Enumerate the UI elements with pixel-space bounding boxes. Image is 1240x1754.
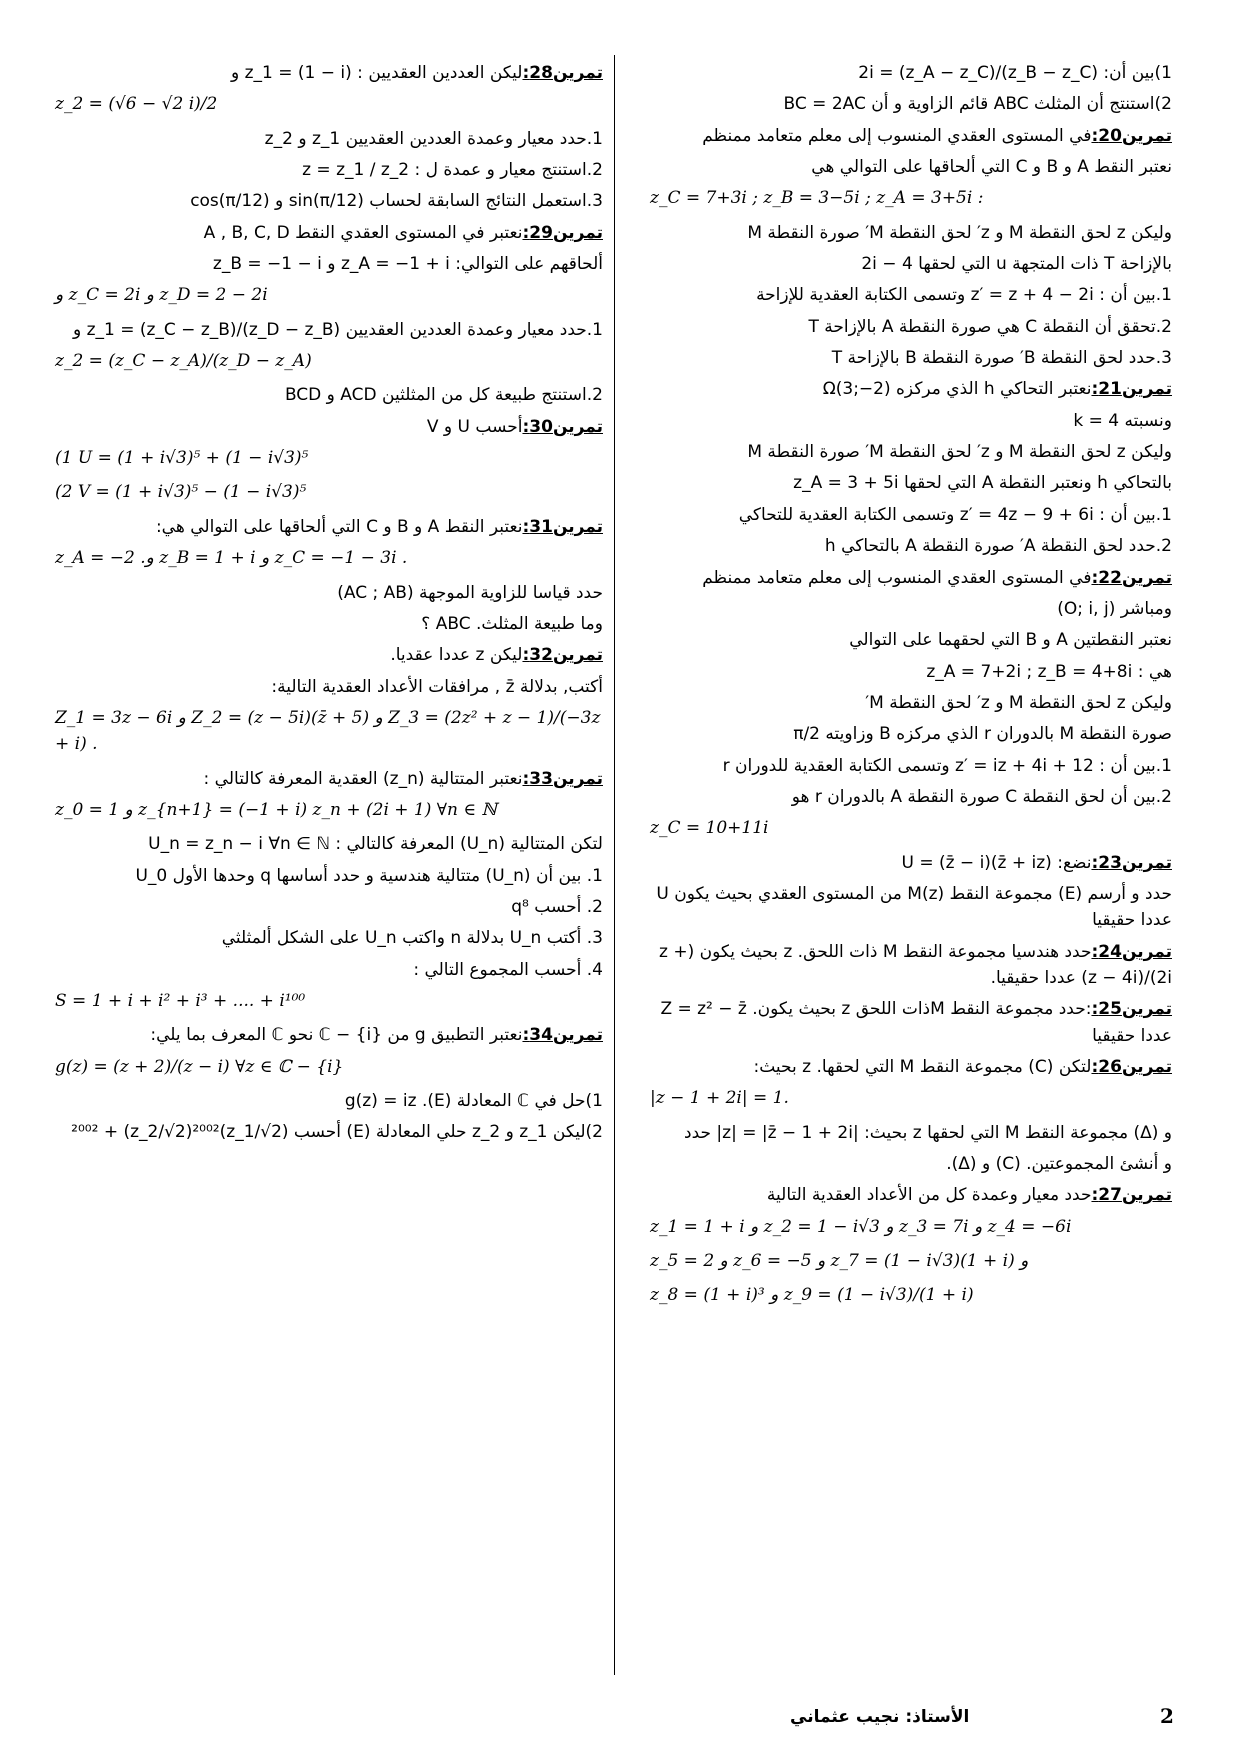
page-number: 2 [1160,1704,1174,1728]
equation-line: z_0 = 1 و z_{n+1} = (−1 + i) z_n + (2i + 1) ∀n ∈ ℕ [55,799,497,820]
text-line: وليكن z لحق النقطة M و z′ لحق النقطة M′ [865,692,1172,713]
text-line: وليكن z لحق النقطة M و z′ لحق النقطة M′ صورة النقطة M [747,222,1172,243]
text-line: 1)حل في ℂ المعادلة g(z) = iz .(E) [344,1091,603,1111]
exercise-title: تمرين30: [522,416,603,437]
exercise-heading [55,642,603,668]
exercise-heading [650,996,1172,1049]
equation-line: Z_1 = 3z − 6i و Z_2 = (z − 5i)(z̄ + 5) و Z_3 = (2z² + z − 1)/(−3z + i) . [55,707,601,755]
exercise-heading [650,565,1172,591]
exercise-title: تمرين29: [522,222,603,243]
text-line: 2.استنتج طبيعة كل من المثلثين ACD و BCD [284,385,603,406]
text-line: 1.حدد معيار وعمدة العددين العقديين z_1 = (z_C − z_B)/(z_D − z_B) و [72,319,603,340]
exercise-heading [650,1054,1172,1080]
exercise-heading [55,1022,603,1048]
text-line: 1)بين أن: (z_B − z_C)/(z_A − z_C) = 2i [858,63,1172,83]
exercise-statement: حدد هندسيا مجموعة النقط M ذات اللحق. z بحيث يكون (z + 2i)/(z − 4i) عددا حقيقيا. [659,941,1172,988]
text-line: 3. أكتب U_n بدلالة n واكتب U_n على الشكل ألمثلثي [221,928,603,949]
text-line: أكتب, بدلالة z̄ , مرافقات الأعداد العقدية التالية: [271,676,603,697]
text-line: 1. بين أن (U_n) متتالية هندسية و حدد أساسها q وحدها الأول U_0 [135,865,603,886]
equation-line: z_A = −2 .و z_B = 1 + i و z_C = −1 − 3i . [55,548,408,569]
text-line: بالإزاحة T ذات المتجهة u التي لحقها 4 − 2i [861,254,1172,275]
exercise-statement: في المستوى العقدي المنسوب إلى معلم متعامد ممنظم [702,125,1092,146]
exercise-title: تمرين31: [522,516,603,537]
exercise-statement: نعتبر في المستوى العقدي النقط A , B, C, D [203,222,523,243]
text-line: 2)استنتج أن المثلث ABC قائم الزاوية و أن BC = 2AC [783,94,1172,115]
text-line: لتكن المتتالية (U_n) المعرفة كالتالي : U_n = z_n − i ∀n ∈ ℕ [148,834,603,855]
text-line: 2)ليكن z_1 و z_2 حلي المعادلة (E) أحسب (z_1/√2)²⁰⁰² + (z_2/√2)²⁰⁰² [71,1122,603,1143]
text-line: حدد قياسا للزاوية الموجهة (AC ; AB) [337,582,603,603]
equation-line: z_2 = (√6 − √2 i)/2 [55,94,218,115]
column-divider [614,55,615,1675]
text-line: وما طبيعة المثلث. ABC ؟ [421,613,603,634]
exercise-statement: حدد معيار وعمدة كل من الأعداد العقدية التالية [766,1185,1092,1206]
text-line: 2.تحقق أن النقطة C هي صورة النقطة A بالإزاحة T [808,316,1172,337]
equation-line: و z_C = 2i و z_D = 2 − 2i [55,285,268,306]
equation-line: z_C = 7+3i ; z_B = 3−5i ; z_A = 3+5i : [650,188,984,209]
exercise-title: تمرين26: [1091,1057,1172,1077]
text-line: ونسبته k = 4 [1073,410,1172,431]
exercise-title: تمرين32: [522,645,603,666]
text-line: بالتحاكي h ونعتبر النقطة A التي لحقها z_A = 3 + 5i [793,473,1172,494]
exercise-title: تمرين23: [1091,852,1172,873]
text-line: 1.بين أن : z′ = iz + 4i + 12 وتسمى الكتابة العقدية للدوران r [722,755,1172,776]
text-line: 2. أحسب q⁸ [511,896,603,917]
exercise-statement: نعتبر التحاكي h الذي مركزه Ω(3;−2) [822,379,1092,400]
text-line: نعتبر النقط A و B و C التي ألحاقها على التوالي هي [811,157,1172,178]
exercise-heading [650,850,1172,876]
text-line: 4. أحسب المجموع التالي : [413,959,603,980]
left-column [55,60,603,1151]
text-line: و (Δ) مجموعة النقط M التي لحقها z بحيث: |z| = |z̄ − 1 + 2i| حدد [684,1122,1172,1143]
exercise-heading [55,766,603,792]
exercise-statement: أحسب U و V [426,416,523,437]
exercise-heading [55,220,603,246]
exercise-heading [650,1182,1172,1208]
text-line: 2.استنتج معيار و عمدة ل : z = z_1 / z_2 [302,160,603,181]
exercise-heading [55,414,603,440]
text-line: هي : z_A = 7+2i ; z_B = 4+8i [926,661,1172,682]
exercise-title: تمرين20: [1091,125,1172,146]
exercise-title: تمرين33: [522,768,603,789]
exercise-title: تمرين24: [1091,941,1172,962]
exercise-title: تمرين22: [1091,567,1172,588]
text-line: وليكن z لحق النقطة M و z′ لحق النقطة M′ صورة النقطة M [747,442,1172,463]
exercise-statement: نعتبر المتتالية (z_n) العقدية المعرفة كالتالي : [203,768,523,789]
exercise-statement: ليكن العددين العقديين : z_1 = (1 − i) و [231,63,523,83]
text-line: ومباشر (O; i, j) [1057,598,1172,619]
footer-author: الأستاذ: نجيب عثماني [790,1707,970,1727]
text-line: 3.حدد لحق النقطة B′ صورة النقطة B بالإزاحة T [831,348,1172,369]
text-line: 3.استعمل النتائج السابقة لحساب sin(π/12) و cos(π/12) [190,191,603,212]
text-line: 2.بين أن لحق النقطة C صورة النقطة A بالدوران r هو [791,786,1172,807]
equation-line: z_1 = 1 + i و z_2 = 1 − i√3 و z_3 = 7i و z_4 = −6i [650,1216,1072,1237]
equation-line: |z − 1 + 2i| = 1. [650,1088,789,1109]
exercise-statement: لتكن (C) مجموعة النقط M التي لحقها. z بحيث: [753,1057,1092,1077]
text-line: نعتبر النقطتين A و B التي لحقهما على التوالي [849,630,1172,651]
exercise-title: تمرين27: [1091,1185,1172,1206]
equation-line: (2 V = (1 + i√3)⁵ − (1 − i√3)⁵ [55,482,307,503]
equation-line: g(z) = (z + 2)/(z − i) ∀z ∈ ℂ − {i} [55,1056,344,1077]
exercise-title: تمرين25: [1091,999,1172,1020]
text-line: حدد و أرسم (E) مجموعة النقط M(z) من المستوى العقدي بحيث يكون U عددا حقيقيا [656,883,1172,931]
exercise-heading [55,514,603,540]
equation-line: (1 U = (1 + i√3)⁵ + (1 − i√3)⁵ [55,448,309,469]
equation-line: z_5 = 2 و z_6 = −5 و z_7 = (1 − i√3)(1 + i) و [650,1251,1029,1272]
right-column [650,60,1172,1317]
equation-line: S = 1 + i + i² + i³ + .... + i¹⁰⁰ [55,990,306,1011]
exercise-title: تمرين21: [1091,379,1172,400]
exercise-title: تمرين34: [522,1025,603,1046]
equation-line: z_8 = (1 + i)³ و z_9 = (1 − i√3)/(1 + i) [650,1285,974,1306]
exercise-statement: نضع: U = (z̄ − i)(z̄ + iz) [901,852,1092,873]
exercise-heading [55,60,603,86]
exercise-statement: نعتبر التطبيق g من ℂ − {i} نحو ℂ المعرف بما يلي: [150,1025,523,1046]
exercise-statement: نعتبر النقط A و B و C التي ألحاقها على التوالي هي: [155,516,523,537]
text-line: 2.حدد لحق النقطة A′ صورة النقطة A بالتحاكي h [824,536,1172,557]
text-line: ألحاقهم على التوالي: z_A = −1 + i و z_B = −1 − i [212,254,603,275]
exercise-heading [650,376,1172,402]
text-line: صورة النقطة M بالدوران r الذي مركزه B وزاويته π/2 [793,724,1172,745]
equation-line: z_2 = (z_C − z_A)/(z_D − z_A) [55,351,312,372]
text-line: و أنشئ المجموعتين. (C) و (Δ). [946,1154,1172,1175]
exercise-heading [650,123,1172,149]
exercise-heading [650,939,1172,992]
exercise-statement: :حدد مجموعة النقط Mذات اللحق z بحيث يكون. Z = z² − z̄ عددا حقيقيا [660,999,1172,1046]
text-line: 1.بين أن : z′ = 4z − 9 + 6i وتسمى الكتابة العقدية للتحاكي [738,504,1172,525]
text-line: 1.بين أن : z′ = z + 4 − 2i وتسمى الكتابة العقدية للإزاحة [756,285,1172,306]
exercise-title: تمرين28: [522,63,603,83]
exercise-statement: ليكن z عددا عقديا. [390,645,523,666]
text-line: 1.حدد معيار وعمدة العددين العقديين z_1 و z_2 [264,128,603,149]
equation-line: z_C = 10+11i [650,818,769,839]
exercise-statement: في المستوى العقدي المنسوب إلى معلم متعامد ممنظم [702,567,1092,588]
